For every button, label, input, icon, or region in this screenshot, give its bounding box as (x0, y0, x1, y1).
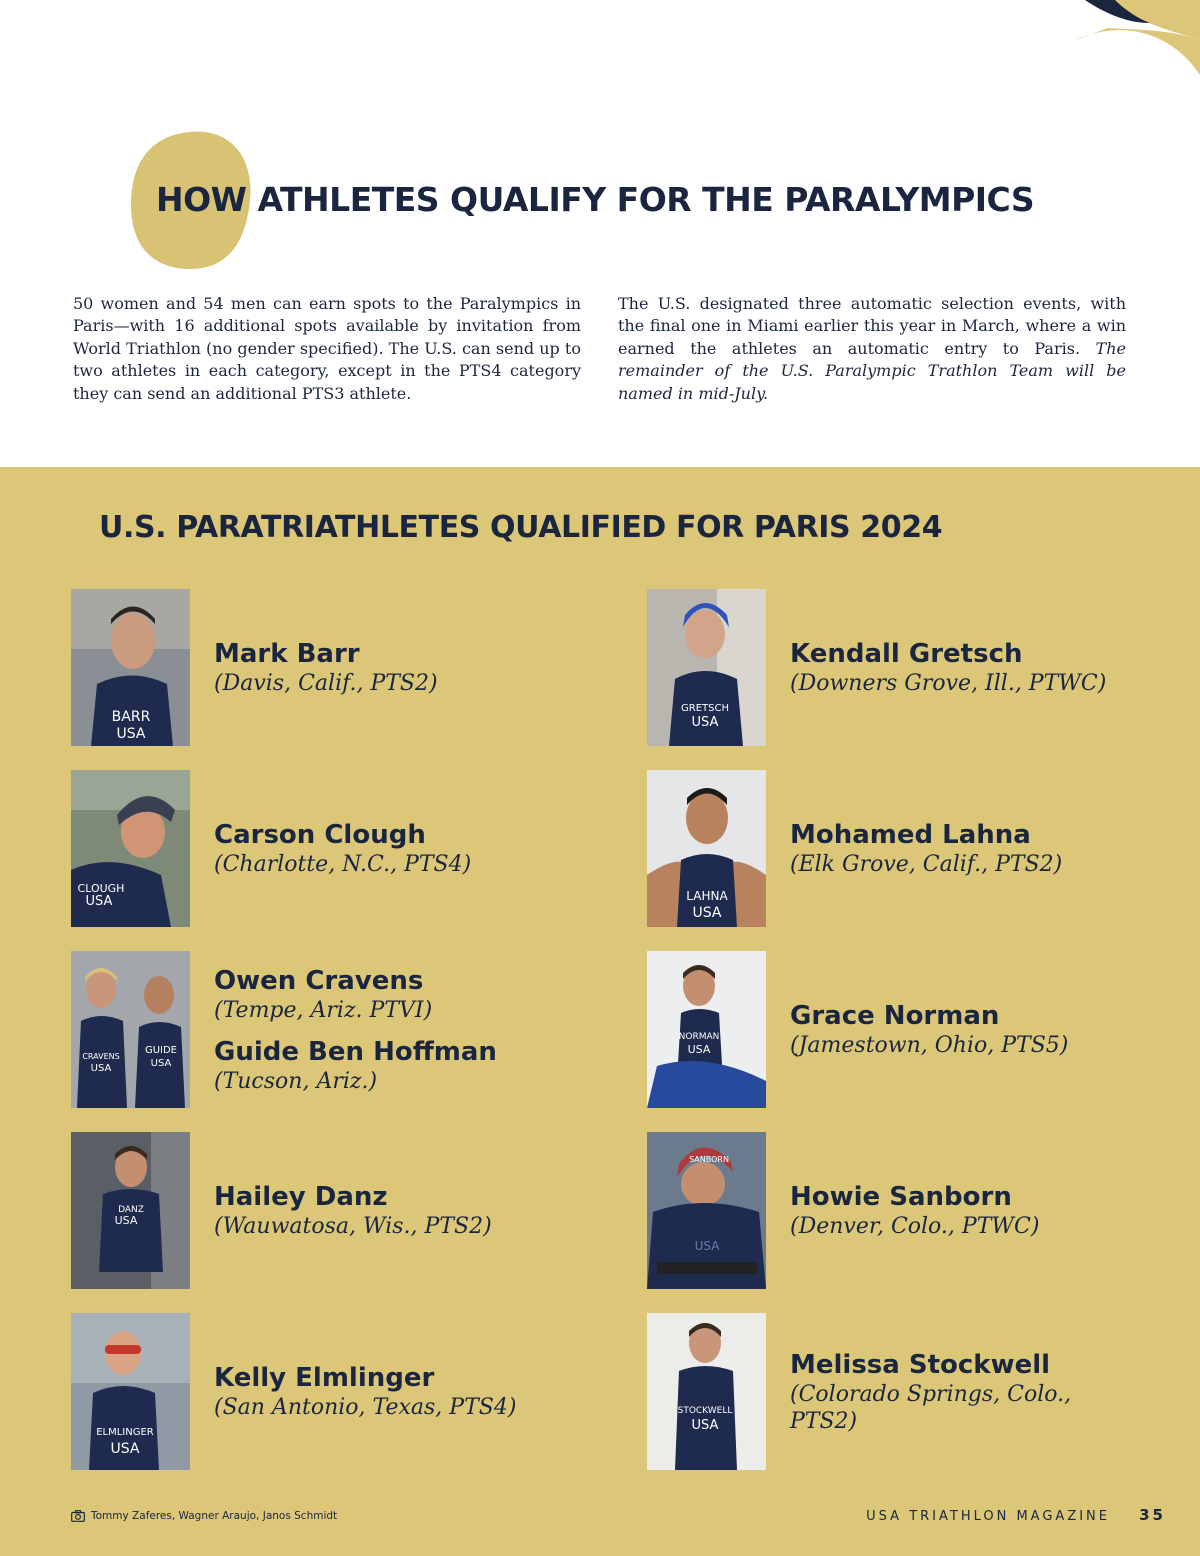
jersey-name: BARR (111, 709, 151, 725)
athlete-photo-illustration (71, 951, 190, 1108)
jersey-country: USA (114, 1214, 138, 1227)
athlete-photo-illustration (71, 589, 190, 746)
athlete-location: (Wauwatosa, Wis., PTS2) (214, 1214, 492, 1239)
jersey-guide-country: USA (150, 1058, 172, 1069)
athlete-name: Melissa Stockwell (790, 1349, 1051, 1380)
photo-credit-text: Tommy Zaferes, Wagner Araujo, Janos Schmidt (91, 1510, 338, 1522)
athlete-card (647, 1132, 1167, 1289)
athlete-location: (Davis, Calif., PTS2) (214, 671, 438, 696)
athlete-name: Hailey Danz (214, 1182, 388, 1212)
athlete-photo-illustration (71, 1313, 190, 1470)
jersey-country: USA (116, 726, 146, 742)
athlete-card (71, 1132, 591, 1289)
athlete-card (647, 951, 1167, 1108)
athlete-location: (Colorado Springs, Colo., PTS2) (790, 1381, 1072, 1434)
athlete-photo-illustration (71, 1132, 190, 1289)
athlete-location: (Denver, Colo., PTWC) (790, 1214, 1040, 1239)
jersey-country: USA (694, 1239, 720, 1253)
intro-left-paragraph: 50 women and 54 men can earn spots to the Paralympics in Paris—with 16 additional spots available by invitation from World Triathlon (no gender specified). The U.S. can send up to two athletes in each category, except in the PTS4 category they can send an additional PTS3 athlete. (73, 294, 581, 403)
jersey-name-cap: SANBORN (689, 1155, 729, 1164)
athlete-photo-illustration (647, 1313, 766, 1470)
athlete-name: Mark Barr (214, 639, 360, 669)
athlete-location: (Jamestown, Ohio, PTS5) (790, 1033, 1069, 1058)
athlete-photo (71, 589, 190, 746)
athlete-photo (647, 951, 766, 1108)
athlete-location: (San Antonio, Texas, PTS4) (214, 1395, 517, 1420)
magazine-name: USA TRIATHLON MAGAZINE (866, 1509, 1110, 1524)
athlete-name: Kelly Elmlinger (214, 1363, 435, 1393)
corner-decoration (990, 0, 1200, 110)
jersey-name: LAHNA (686, 889, 728, 903)
guide-name: Guide Ben Hoffman (214, 1036, 497, 1067)
athlete-location: (Tempe, Ariz. PTVI) (214, 997, 433, 1023)
jersey-name: NORMAN (678, 1032, 720, 1042)
jersey-name: CRAVENS (82, 1052, 120, 1061)
athlete-photo (71, 1313, 190, 1470)
jersey-country: USA (110, 1441, 140, 1457)
athlete-location: (Downers Grove, Ill., PTWC) (790, 671, 1107, 696)
athlete-card (647, 1313, 1167, 1470)
athlete-card (71, 589, 591, 746)
athlete-photo (647, 770, 766, 927)
jersey-country: USA (691, 715, 719, 730)
athlete-name: Mohamed Lahna (790, 820, 1031, 850)
athlete-name: Carson Clough (214, 820, 426, 850)
jersey-name: STOCKWELL (677, 1406, 733, 1416)
jersey-country: USA (90, 1063, 112, 1074)
athlete-location: (Charlotte, N.C., PTS4) (214, 852, 472, 877)
athlete-photo-illustration (647, 770, 766, 927)
athlete-card (71, 951, 591, 1108)
athlete-name: Howie Sanborn (790, 1182, 1012, 1212)
photo-credit (71, 1510, 337, 1522)
athlete-photo-illustration (647, 1132, 766, 1289)
athlete-photo (71, 770, 190, 927)
jersey-country: USA (692, 905, 722, 921)
athlete-card (71, 1313, 591, 1470)
athlete-photo-illustration (647, 951, 766, 1108)
jersey-name: GRETSCH (681, 703, 729, 714)
page-number: 35 (1139, 1506, 1166, 1524)
jersey-country: USA (687, 1043, 711, 1056)
athlete-photo (647, 1313, 766, 1470)
athlete-name: Kendall Gretsch (790, 639, 1023, 669)
athlete-location: (Elk Grove, Calif., PTS2) (790, 852, 1063, 877)
jersey-name: DANZ (118, 1205, 144, 1215)
jersey-country: USA (691, 1418, 719, 1433)
section-heading: U.S. PARATRIATHLETES QUALIFIED FOR PARIS 2024 (99, 510, 943, 545)
athlete-photo (71, 951, 190, 1108)
athlete-photo (647, 1132, 766, 1289)
jersey-guide-name: GUIDE (144, 1045, 178, 1056)
athlete-photo (71, 1132, 190, 1289)
athlete-photo (647, 589, 766, 746)
jersey-name: CLOUGH (77, 882, 125, 895)
jersey-name: ELMLINGER (96, 1427, 154, 1438)
intro-right-italic: The remainder of the U.S. Paralympic Trathlon Team will be named in mid-July. (618, 338, 1126, 403)
athlete-card (647, 589, 1167, 746)
camera-icon (71, 1510, 85, 1522)
intro-right-paragraph (618, 293, 1126, 405)
athlete-card (647, 770, 1167, 927)
guide-location: (Tucson, Ariz.) (214, 1068, 378, 1094)
intro-right-plain: The U.S. designated three automatic selection events, with the final one in Miami earlier this year in March, where a win earned the athletes an automatic entry to Paris. (618, 294, 1126, 358)
athlete-photo-illustration (71, 770, 190, 927)
jersey-country: USA (85, 894, 113, 909)
athlete-name: Owen Cravens (214, 965, 424, 996)
page-title: HOW ATHLETES QUALIFY FOR THE PARALYMPICS (156, 180, 1035, 219)
athlete-card (71, 770, 591, 927)
athlete-photo-illustration (647, 589, 766, 746)
athlete-name: Grace Norman (790, 1001, 1000, 1031)
